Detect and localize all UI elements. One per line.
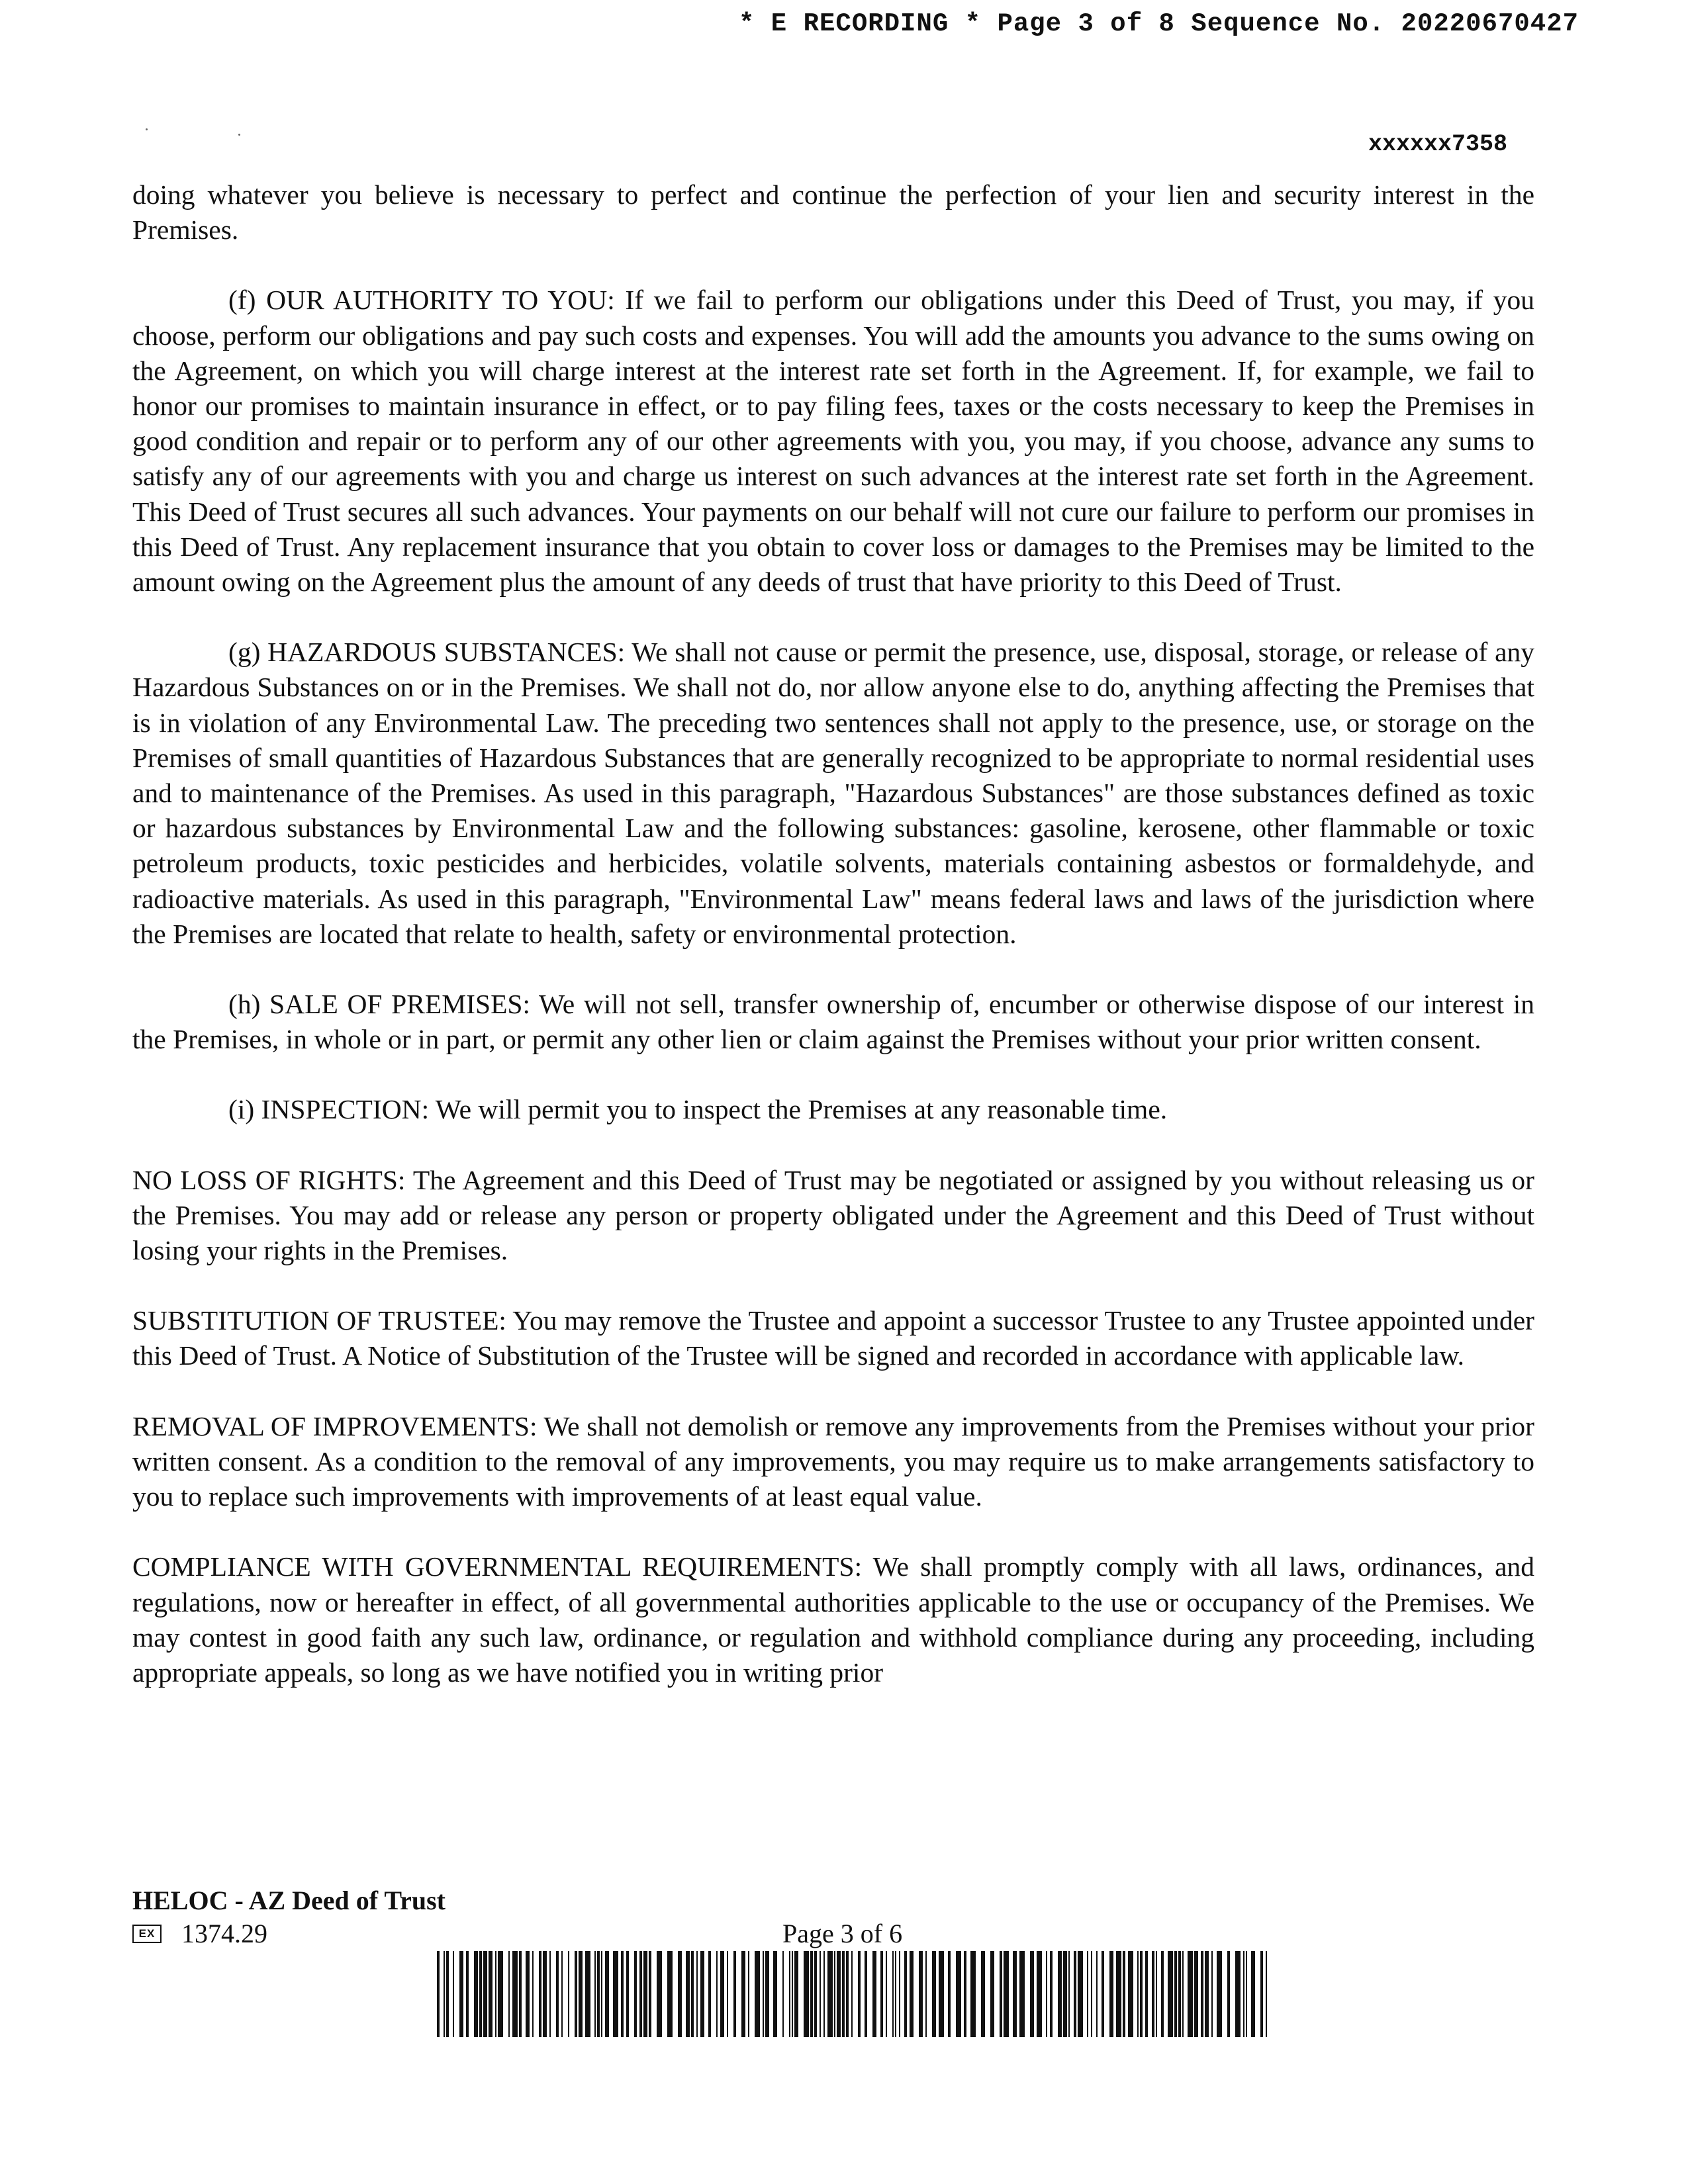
form-number: 1374.29 (181, 1919, 267, 1948)
paragraph-compliance: COMPLIANCE WITH GOVERNMENTAL REQUIREMENTS: We shall promptly comply with all laws, ordinances, and regulations, now or hereafter in effect, of all governmental authorities applicable to the use or occupancy of the Premises. We may contest in good faith any such law, ordinance, or regulation and withhold compliance during any proceeding, including appropriate appeals, so long as we have notified you in writing prior (132, 1551, 1534, 1688)
account-number: xxxxxx7358 (1368, 131, 1507, 158)
form-title: HELOC - AZ Deed of Trust (132, 1886, 445, 1915)
paragraph-no-loss-of-rights: NO LOSS OF RIGHTS: The Agreement and this Deed of Trust may be negotiated or assigned by you without releasing us or the Premises. You may add or release any person or property obligated under the Agreement and this Deed of Trust without losing your rights in the Premises. (132, 1164, 1534, 1266)
paragraph-removal-of-improvements: REMOVAL OF IMPROVEMENTS: We shall not demolish or remove any improvements from the Premises without your prior written consent. As a condition to the removal of any improvements, you may require us to make arrangements satisfactory to you to replace such improvements with improvements of at least equal value. (132, 1410, 1534, 1512)
barcode-icon (437, 1951, 1267, 2037)
paragraph-sale-of-premises: (h) SALE OF PREMISES: We will not sell, transfer ownership of, encumber or otherwise dispose of our interest in the Premises, in whole or in part, or permit any other lien or claim against the Premises without your prior written consent. (132, 989, 1534, 1055)
paragraph-inspection: (i) INSPECTION: We will permit you to inspect the Premises at any reasonable time. (228, 1094, 1168, 1125)
paragraph-substitution-of-trustee: SUBSTITUTION OF TRUSTEE: You may remove the Trustee and appoint a successor Trustee to any Trustee appointed under this Deed of Trust. A Notice of Substitution of the Trustee will be signed and recorded in accordance with applicable law. (132, 1305, 1534, 1371)
scan-specks (146, 126, 278, 139)
paragraph-our-authority: (f) OUR AUTHORITY TO YOU: If we fail to perform our obligations under this Deed of Trust, you may, if you choose, perform our obligations and pay such costs and expenses. You will add the amounts you advance to the sums owing on the Agreement, on which you will charge interest at the interest rate set forth in the Agreement. If, for example, we fail to honor our promises to maintain insurance in effect, or to pay filing fees, taxes or the costs necessary to keep the Premises in good condition and repair or to perform any of our other agreements with you, you may, if you choose, advance any sums to satisfy any of our agreements with you and charge us interest on such advances at the interest rate set forth in the Agreement. This Deed of Trust secures all such advances. Your payments on our behalf will not cure our failure to perform our promises in this Deed of Trust. Any replacement insurance that you obtain to cover loss or damages to the Premises may be limited to the amount owing on the Agreement plus the amount of any deeds of trust that have priority to this Deed of Trust. (132, 285, 1534, 598)
recording-stamp: * E RECORDING * Page 3 of 8 Sequence No. 20220670427 (739, 9, 1579, 38)
paragraph-hazardous-substances: (g) HAZARDOUS SUBSTANCES: We shall not cause or permit the presence, use, disposal, storage, or release of any Hazardous Substances on or in the Premises. We shall not do, nor allow anyone else to do, anything affecting the Premises that is in violation of any Environmental Law. The preceding two sentences shall not apply to the presence, use, or storage on the Premises of small quantities of Hazardous Substances that are generally recognized to be appropriate to normal residential uses and to maintenance of the Premises. As used in this paragraph, "Hazardous Substances" are those substances defined as toxic or hazardous substances by Environmental Law and the following substances: gasoline, kerosene, other flammable or toxic petroleum products, toxic pesticides and herbicides, volatile solvents, materials containing asbestos or formaldehyde, and radioactive materials. As used in this paragraph, "Environmental Law" means federal laws and laws of the jurisdiction where the Premises are located that relate to health, safety or environmental protection. (132, 637, 1534, 949)
paragraph-continuation: doing whatever you believe is necessary to perfect and continue the perfection of your lien and security interest in the Premises. (132, 179, 1534, 246)
form-id-line (132, 1918, 267, 1949)
document-body (132, 177, 1534, 1690)
form-logo-icon: EX (132, 1925, 162, 1943)
page-number: Page 3 of 6 (782, 1919, 903, 1948)
